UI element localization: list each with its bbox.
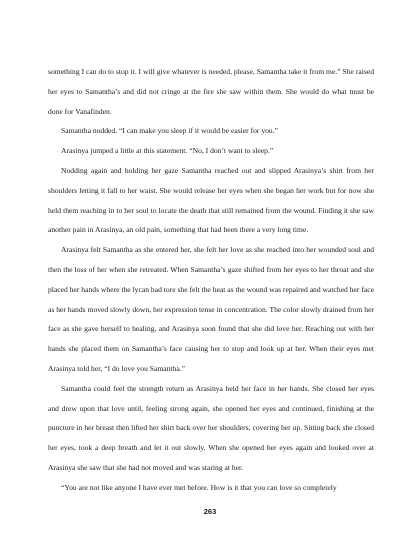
paragraph: Samantha could feel the strength return as Arasinya held her face in her hands. She closed her eyes and drew upon that love until, feeling strong again, she opened her eyes and continued, finishing at the puncture in her breast then lifted her shirt back over her shoulders, covering her up. Sitting back she closed her eyes, took a deep breath and let it out slowly. When she opened her eyes again and looked over at Arasinya she saw that she had not moved and was staring at her.: [48, 383, 374, 472]
paragraph: Samantha nodded. “I can make you sleep if it would be easier for you.”: [61, 126, 278, 136]
page-number: 263: [203, 507, 217, 516]
paragraph: “You are not like anyone I have ever met before. How is it that you can love so completely: [61, 482, 337, 492]
paragraph: Arasinya felt Samantha as she entered her, she felt her love as she reached into her wounded soul and then the loss of her when she retreated. When Samantha’s gaze shifted from her eyes to her throat and she placed her hands where the lycan had tore she felt the heat as the wound was repaired and watched her face as her hands moved slowly down, her expression tense in concentration. The color slowly drained from her face as she gave herself to healing, and Arasinya soon found that she did love her. Reaching out with her hands she placed them on Samantha’s face causing her to stop and look up at her. When their eyes met Arasinya told her, “I do love you Samantha.”: [48, 245, 374, 373]
body-text: [48, 62, 374, 498]
paragraph: Arasinya jumped a little at this statement. “No, I don’t want to sleep.”: [61, 146, 274, 156]
paragraph: Nodding again and holding her gaze Samantha reached out and slipped Arasinya’s shirt from her shoulders letting it fall to her waist. She would release her eyes when she began her work but for now she held them reaching in to her soul to locate the death that still remained from the wound. Finding it she saw another pain in Arasinya, an old pain, something that had been there a very long time.: [48, 165, 374, 235]
paragraph: something I can do to stop it. I will give whatever is needed, please, Samantha take it from me.” She raised her eyes to Samantha’s and did not cringe at the fire she saw within them. She would do what must be done for Vanafinden.: [48, 67, 374, 116]
